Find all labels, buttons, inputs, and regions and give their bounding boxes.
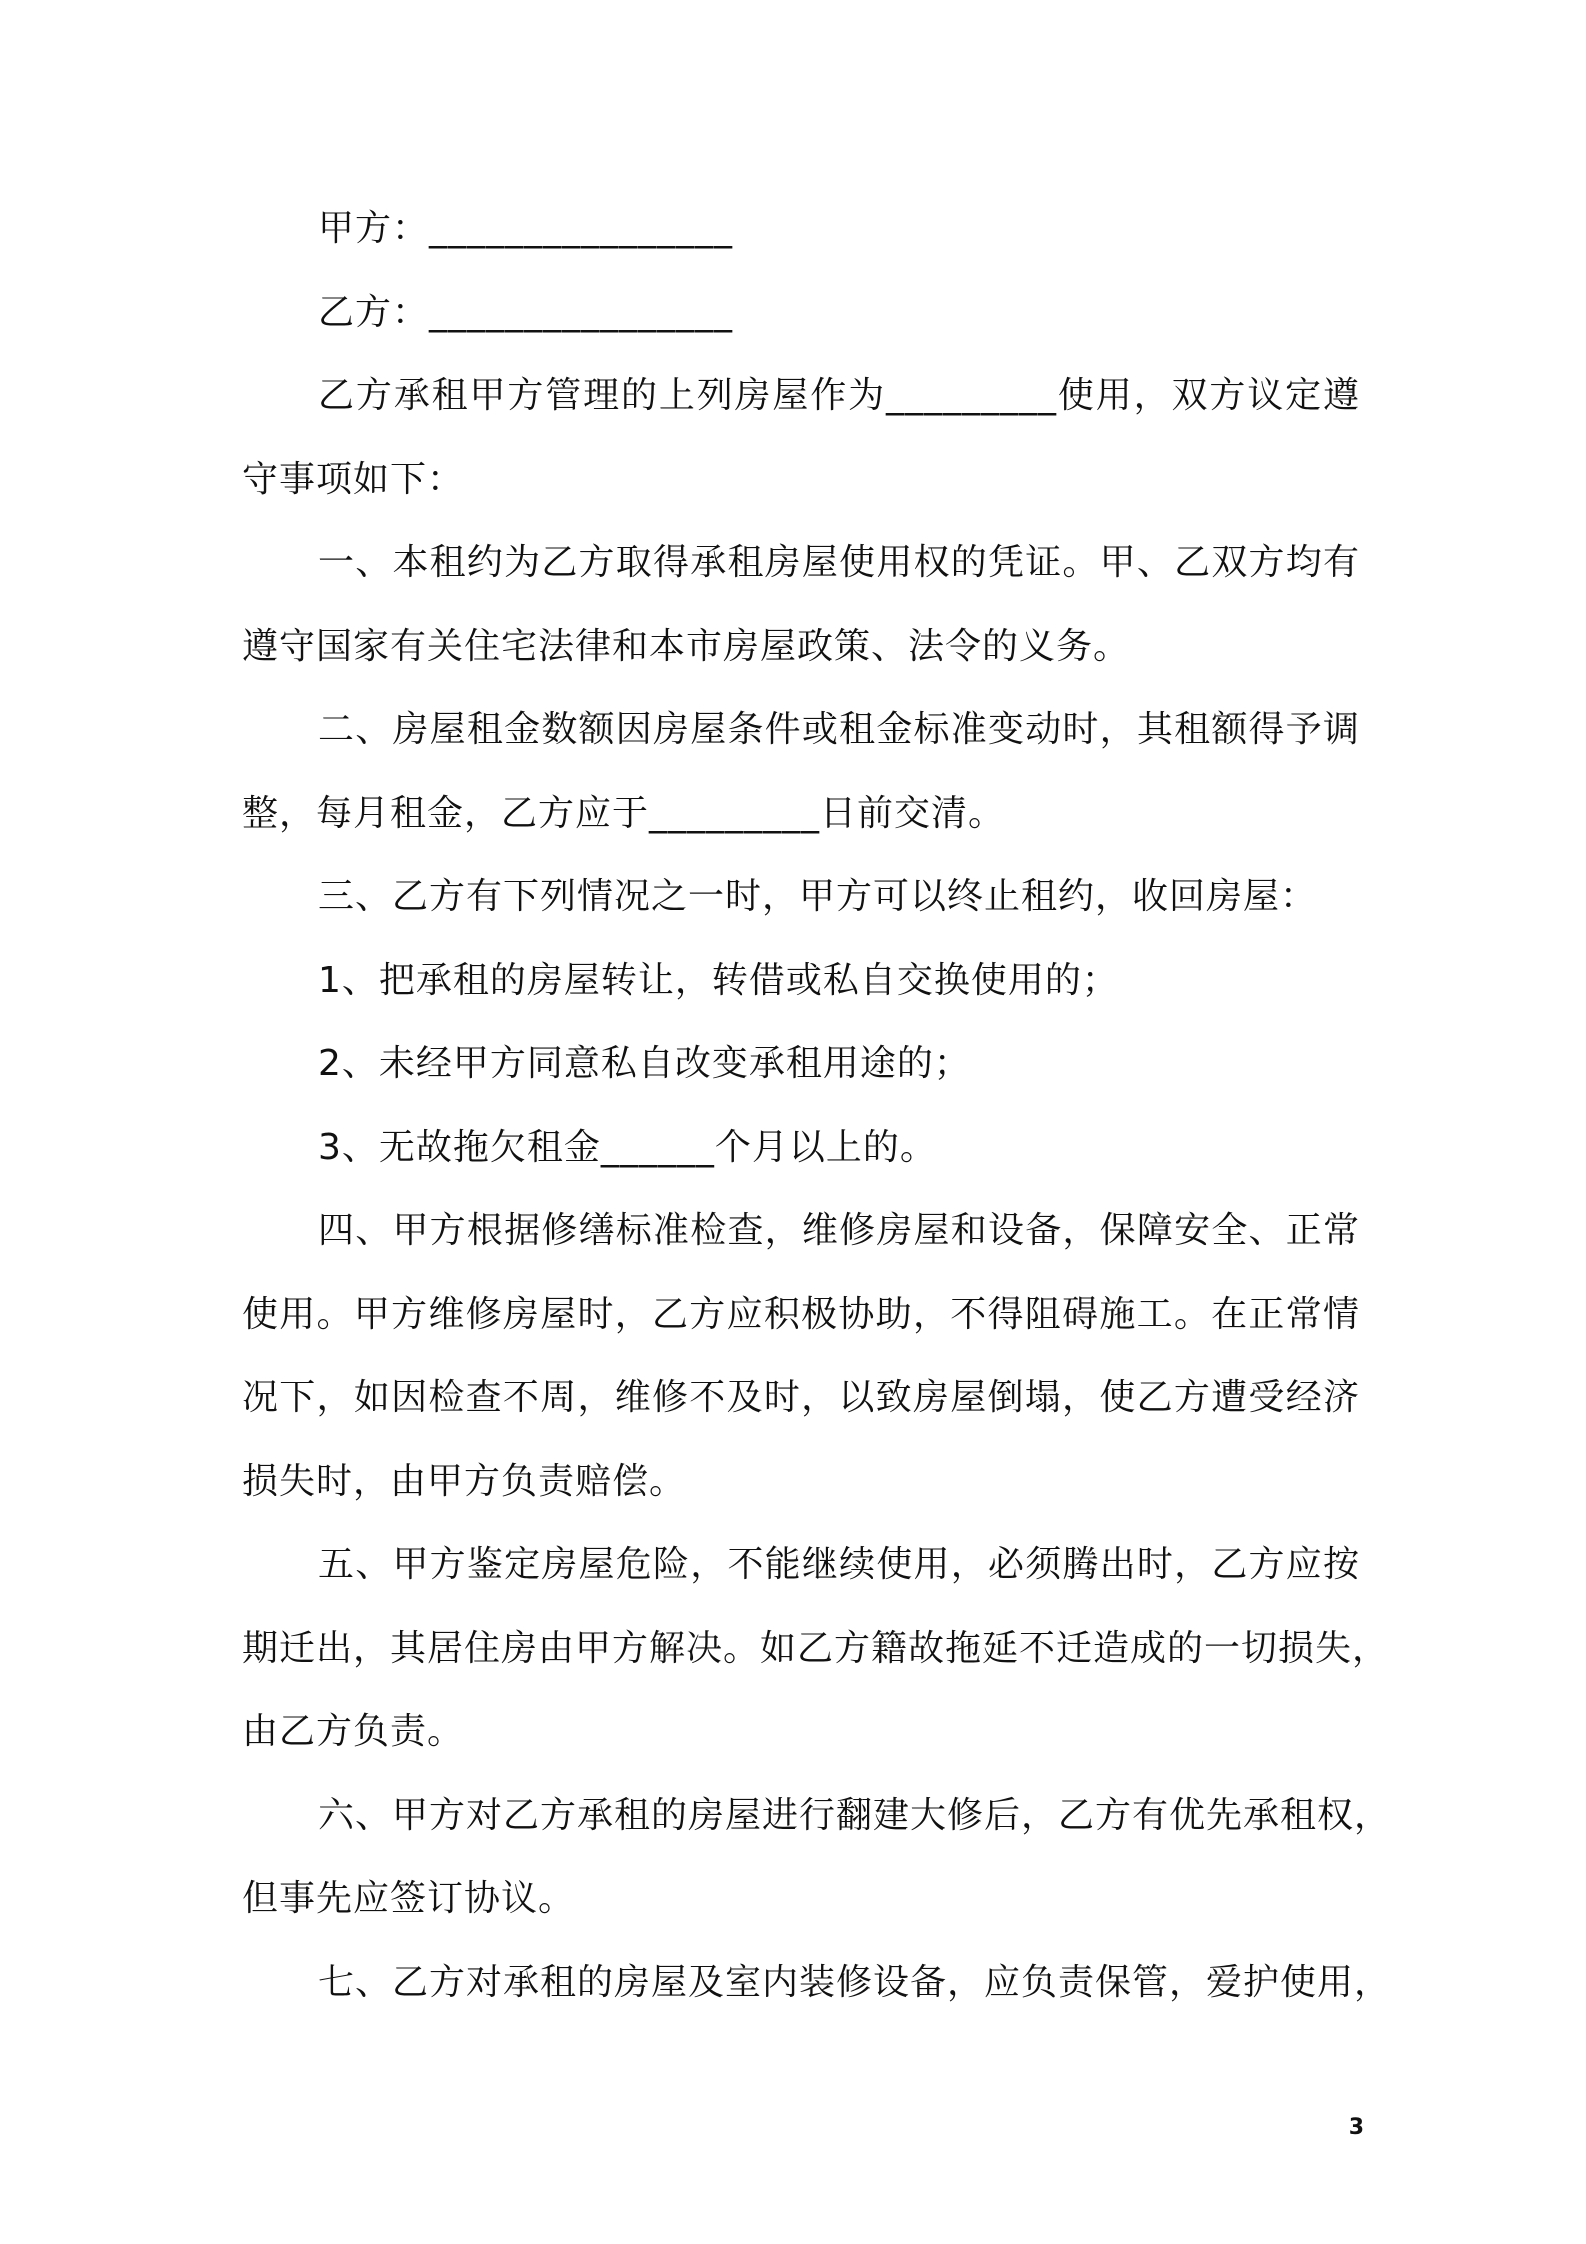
paragraph-line: 五、甲方鉴定房屋危险，不能继续使用，必须腾出时，乙方应按: [318, 1544, 1360, 1585]
paragraph-line: 由乙方负责。: [242, 1711, 465, 1752]
document-body: [242, 187, 1392, 2024]
paragraph-line: 二、房屋租金数额因房屋条件或租金标准变动时，其租额得予调: [318, 709, 1360, 750]
paragraph-line: 四、甲方根据修缮标准检查，维修房屋和设备，保障安全、正常: [318, 1210, 1360, 1251]
party-a-line: 甲方：________________: [318, 208, 734, 249]
paragraph-line: 损失时，由甲方负责赔偿。: [242, 1460, 687, 1502]
paragraph-line: 遵守国家有关住宅法律和本市房屋政策、法令的义务。: [242, 625, 1131, 667]
paragraph-line: 但事先应签订协议。: [242, 1878, 576, 1919]
paragraph-line: 七、乙方对承租的房屋及室内装修设备，应负责保管，爱护使用，: [318, 1961, 1392, 2003]
paragraph-line: 使用。甲方维修房屋时，乙方应积极协助，不得阻碍施工。在正常情: [242, 1293, 1360, 1335]
paragraph-line: 况下，如因检查不周，维修不及时，以致房屋倒塌，使乙方遭受经济: [242, 1377, 1360, 1418]
paragraph-line: 守事项如下：: [242, 458, 465, 500]
paragraph-line: 整，每月租金，乙方应于_________日前交清。: [242, 792, 1006, 834]
paragraph-line: 期迁出，其居住房由甲方解决。如乙方籍故拖延不迁造成的一切损失，: [242, 1627, 1390, 1669]
paragraph-line: 六、甲方对乙方承租的房屋进行翻建大修后，乙方有优先承租权，: [318, 1794, 1392, 1836]
paragraph-line: 一、本租约为乙方取得承租房屋使用权的凭证。甲、乙双方均有: [318, 542, 1360, 583]
page-number: 3: [1348, 2115, 1364, 2140]
paragraph-line: 乙方承租甲方管理的上列房屋作为_________使用，双方议定遵: [318, 375, 1360, 416]
party-b-line: 乙方：________________: [318, 291, 734, 333]
paragraph-line: 三、乙方有下列情况之一时，甲方可以终止租约，收回房屋：: [318, 876, 1318, 917]
list-item: 1、把承租的房屋转让，转借或私自交换使用的；: [318, 959, 1119, 1001]
list-item: 2、未经甲方同意私自改变承租用途的；: [318, 1043, 971, 1084]
list-item: 3、无故拖欠租金______个月以上的。: [318, 1126, 937, 1168]
